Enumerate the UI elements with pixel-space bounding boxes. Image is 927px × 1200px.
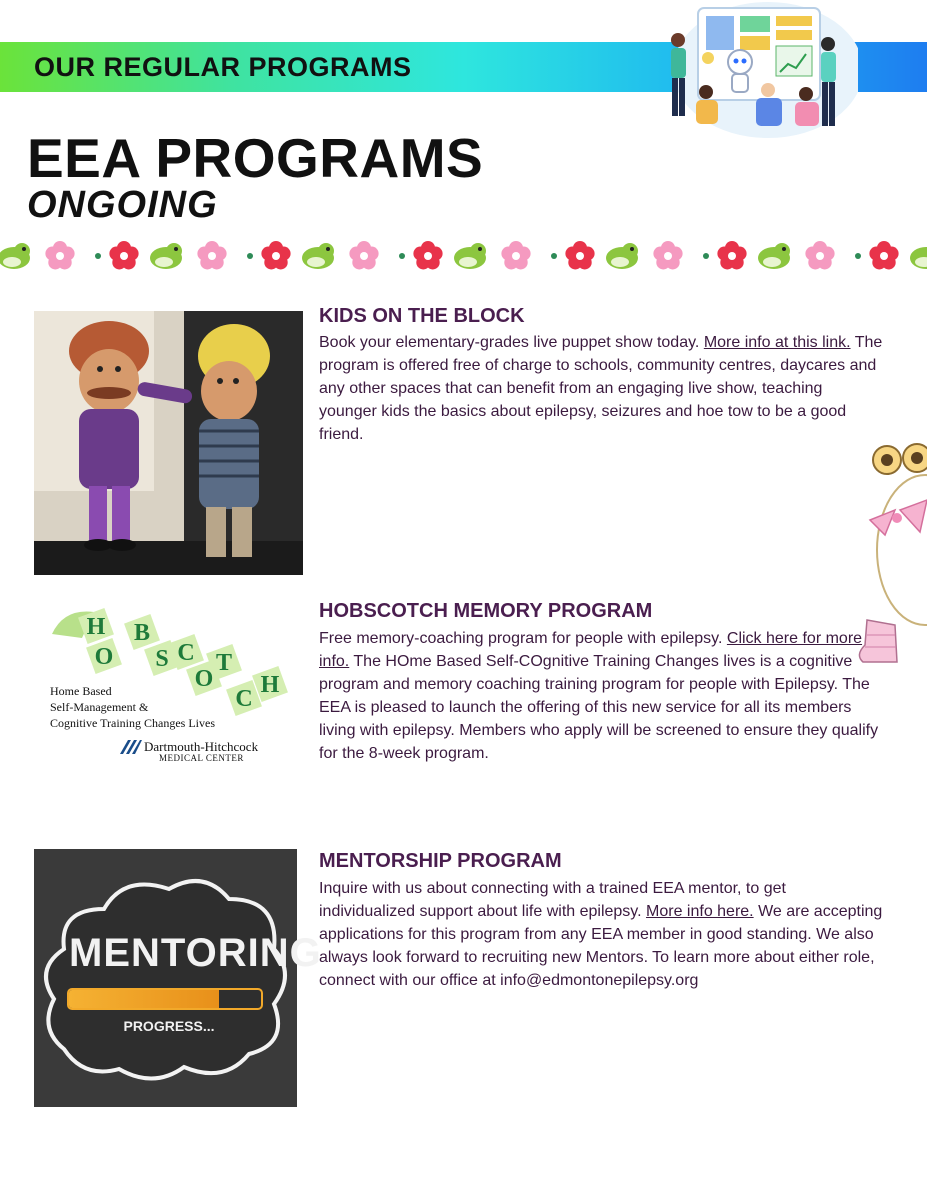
flower-icon (45, 241, 74, 269)
program-title-hobscotch: HOBSCOTCH MEMORY PROGRAM (319, 600, 653, 622)
dartmouth-logo-icon (120, 740, 142, 754)
mentoring-graphic (34, 849, 322, 1107)
hobscotch-letter: O (194, 666, 214, 692)
kids-info-link[interactable]: More info at this link. (703, 334, 851, 351)
dot-icon (95, 253, 101, 259)
dot-icon (399, 253, 405, 259)
flower-icon (413, 241, 442, 269)
flower-icon (653, 241, 682, 269)
mentorship-info-link[interactable]: More info here. (646, 903, 754, 920)
flower-icon (197, 241, 226, 269)
dot-icon (703, 253, 709, 259)
hobscotch-letter: B (133, 620, 151, 646)
duck-sticker (855, 440, 927, 670)
banner-label: OUR REGULAR PROGRAMS (34, 52, 412, 82)
page-subtitle: ONGOING (27, 184, 218, 226)
program-title-mentorship: MENTORSHIP PROGRAM (319, 850, 562, 872)
flower-icon (109, 241, 138, 269)
flower-icon (717, 241, 746, 269)
mentoring-progress-label: PROGRESS... (123, 1018, 215, 1034)
bird-icon (758, 243, 790, 269)
bird-icon (606, 243, 638, 269)
hobscotch-line2: Self-Management & (50, 700, 149, 714)
hobscotch-logo (34, 604, 303, 769)
mentoring-progress-bar (67, 988, 263, 1010)
program-desc-mentorship: Inquire with us about connecting with a trained EEA mentor, to get individualized support about life with epilepsy. More info here. We are accepting applications for this program from any EEA member in good standing. We also always look forward to recruiting new Mentors. To learn more about either role, connect with our office at info@edmontonepilepsy.org (319, 880, 883, 989)
decorative-border (0, 236, 927, 276)
program-desc-kids: Book your elementary-grades live puppet show today. More info at this link. The program is offered free of charge to schools, community centres, daycares and any other spaces that can benefit from an engaging live show, teaching younger kids the basics about epilepsy, seizures and hoe tow to be a good friend. (319, 334, 883, 443)
hobscotch-letter: C (177, 640, 195, 666)
bird-icon (454, 243, 486, 269)
puppets-photo (34, 311, 303, 575)
hobscotch-letter: S (155, 646, 169, 672)
program-title-kids: KIDS ON THE BLOCK (319, 305, 525, 327)
hobscotch-org2: MEDICAL CENTER (159, 753, 244, 763)
flower-icon (501, 241, 530, 269)
program-desc-hobscotch: Free memory-coaching program for people with epilepsy. Click here for more info. The HOme Based Self-COgnitive Training Changes lives is a cognitive program and memory coaching training program for people with Epilepsy. The EEA is pleased to launch the offering of this new service for all its members living with epilepsy. Members who apply will be screened to ensure they qualify for the 8-week program. (319, 630, 879, 762)
hobscotch-letter: O (94, 644, 114, 670)
hobscotch-line3: Cognitive Training Changes Lives (50, 716, 215, 730)
flower-icon (805, 241, 834, 269)
dot-icon (551, 253, 557, 259)
mentoring-progress-fill (69, 990, 219, 1008)
flower-icon (869, 241, 898, 269)
dot-icon (247, 253, 253, 259)
bird-icon (0, 243, 30, 269)
team-illustration (648, 0, 858, 140)
hobscotch-info-link[interactable]: Click here for more info. (319, 630, 863, 670)
hobscotch-letter: C (235, 686, 253, 712)
hobscotch-letter: T (215, 650, 233, 676)
hobscotch-org1: Dartmouth-Hitchcock (144, 739, 259, 754)
flower-icon (349, 241, 378, 269)
bird-icon (910, 243, 927, 269)
bird-icon (150, 243, 182, 269)
dot-icon (855, 253, 861, 259)
page-title: EEA PROGRAMS (27, 127, 484, 189)
flower-icon (565, 241, 594, 269)
flower-icon (261, 241, 290, 269)
hobscotch-letter: H (86, 614, 106, 640)
mentoring-word: MENTORING (69, 931, 322, 975)
hobscotch-line1: Home Based (50, 684, 112, 698)
hobscotch-letter: H (260, 672, 280, 698)
bird-icon (302, 243, 334, 269)
